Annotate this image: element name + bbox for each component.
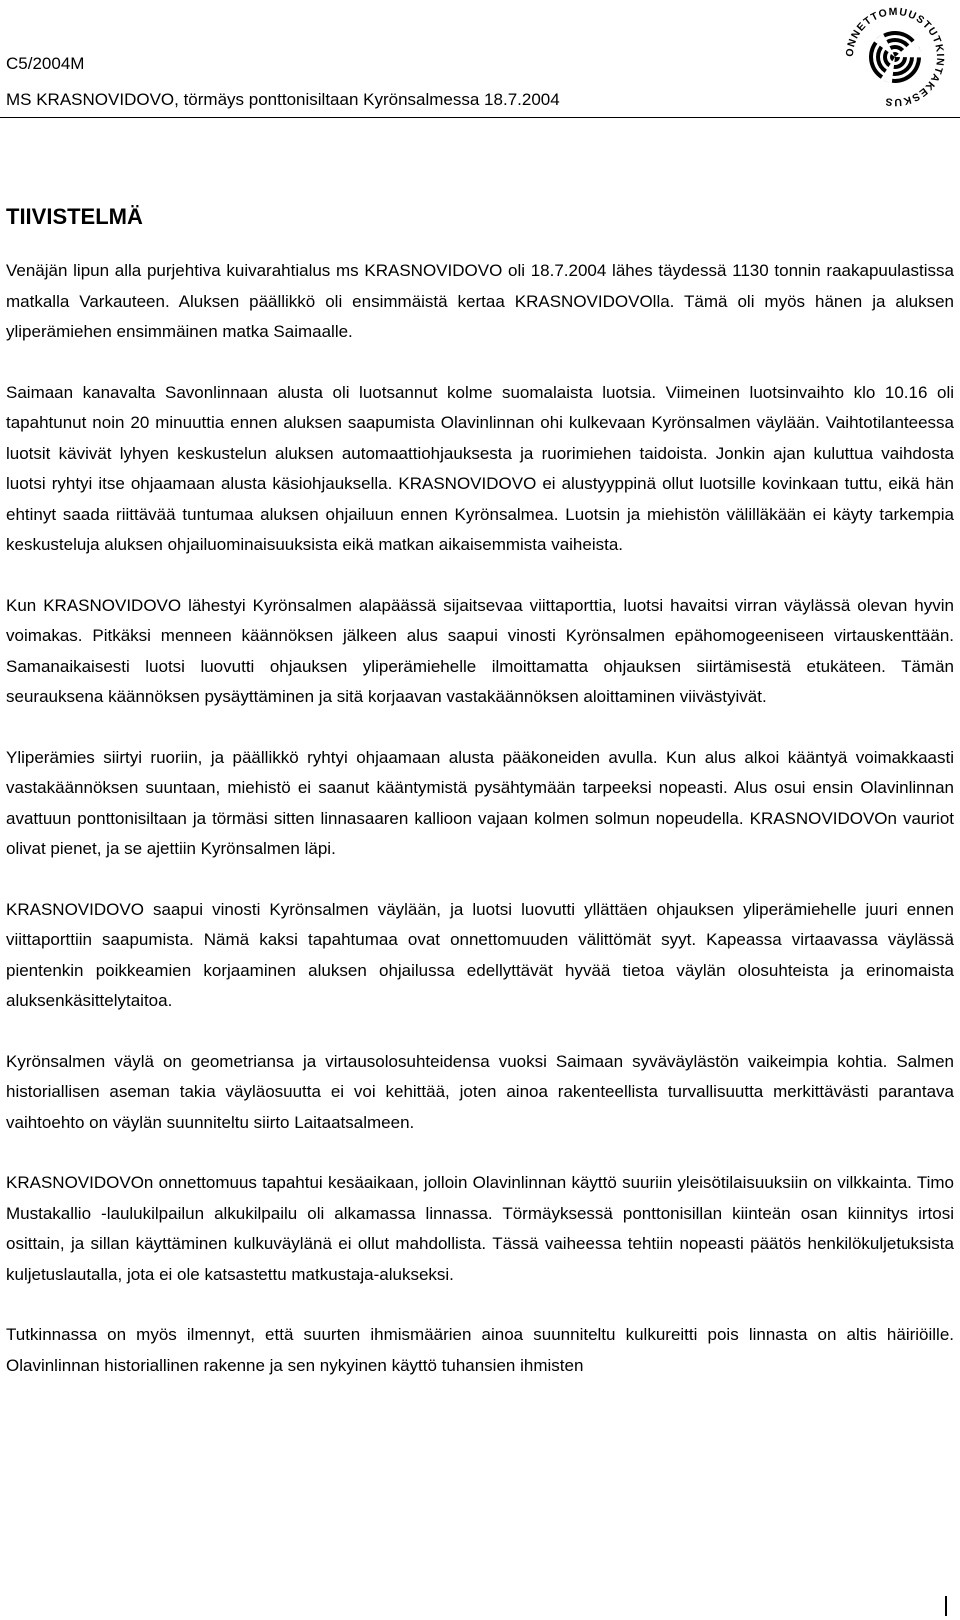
page-header bbox=[6, 46, 806, 118]
onnettomuustutkintakeskus-seal-icon bbox=[838, 0, 952, 114]
paragraph: Kyrönsalmen väylä on geometriansa ja virtausolosuhteidensa vuoksi Saimaan syväväylästön vaikeimpia kohtia. Salmen historiallisen aseman takia väyläosuutta ei voi kehittää, joten ainoa rakenteellista turvallisuutta merkittävästi parantava vaihtoehto on väylän suunniteltu siirto Laitaatsalmeen. bbox=[6, 1051, 954, 1132]
seal-text: ONNETTOMUUSTUTKINTAKESKUS bbox=[843, 5, 947, 109]
summary-body bbox=[6, 256, 954, 1411]
paragraph: KRASNOVIDOVO saapui vinosti Kyrönsalmen väylään, ja luotsi luovutti yllättäen ohjauksen yliperämiehelle juuri ennen viittaporttiin saapumista. Nämä kaksi tapahtumaa ovat onnettomuuden välittömät syyt. Kapeassa virtaavassa väylässä pientenkin poikkeamien korjaaminen aluksen ohjailussa edellyttävät hyvää tietoa väylän olosuhteista ja erinomaista aluksenkäsittelytaitoa. bbox=[6, 899, 954, 1010]
paragraph: Venäjän lipun alla purjehtiva kuivarahtialus ms KRASNOVIDOVO oli 18.7.2004 lähes täydessä 1130 tonnin raakapuulastissa matkalla Varkauteen. Aluksen päällikkö oli ensimmäistä kertaa KRASNOVIDOVOlla. Tämä oli myös hänen ja aluksen yliperämiehen ensimmäinen matka Saimaalle. bbox=[6, 261, 954, 341]
paragraph: Saimaan kanavalta Savonlinnaan alusta oli luotsannut kolme suomalaista luotsia. Viimeinen luotsinvaihto klo 10.16 oli tapahtunut noin 20 minuuttia ennen aluksen saapumista Olavinlinnan ohi kulkevaan Kyrönsalmen väylään. Vaihtotilanteessa luotsit kävivät lyhyen keskustelun aluksen automaattiohjauksesta ja ruorimiehen taidoista. Jonkin ajan kuluttua vaihdosta luotsi ryhtyi itse ohjaamaan alusta käsiohjauksella. KRASNOVIDOVO ei alustyyppinä ollut luotsille kovinkaan tuttu, eikä hän ehtinyt saada riittävää tuntumaa aluksen ohjailuun ennen Kyrönsalmea. Luotsin ja miehistön välilläkään ei käyty tarkempia keskusteluja aluksen ohjailuominaisuuksista eikä matkan aikaisemmista vaiheista. bbox=[6, 382, 954, 554]
paragraph: Kun KRASNOVIDOVO lähestyi Kyrönsalmen alapäässä sijaitsevaa viittaporttia, luotsi havaitsi virran väylässä olevan hyvin voimakas. Pitkäksi menneen käännöksen jälkeen alus saapui vinosti Kyrönsalmen epähomogeeniseen virtauskenttään. Samanaikaisesti luotsi luovutti ohjauksen yliperämiehelle ilmoittamatta ohjauksen siirtämisestä etukäteen. Tämän seurauksena käännöksen pysäyttäminen ja sitä korjaavan vastakäännöksen aloittaminen viivästyivät. bbox=[6, 595, 954, 706]
page-marker bbox=[945, 1596, 947, 1616]
report-id: C5/2004M bbox=[6, 54, 85, 73]
seal-center bbox=[869, 31, 923, 83]
section-title: TIIVISTELMÄ bbox=[6, 204, 143, 229]
paragraph: Tutkinnassa on myös ilmennyt, että suurten ihmismäärien ainoa suunniteltu kulkureitti pois linnasta on altis häiriöille. Olavinlinnan historiallinen rakenne ja sen nykyinen käyttö tuhansien ihmisten bbox=[6, 1325, 954, 1375]
paragraph: Yliperämies siirtyi ruoriin, ja päällikkö ryhtyi ohjaamaan alusta pääkoneiden avulla. Kun alus alkoi kääntyä voimakkaasti vastakäännöksen suuntaan, miehistö ei saanut kääntymistä pysähtymään tarpeeksi nopeasti. Alus osui ensin Olavinlinnan avattuun ponttonisiltaan ja törmäsi sitten linnasaaren kallioon vajaan kolmen solmun nopeudella. KRASNOVIDOVOn vauriot olivat pienet, ja se ajettiin Kyrönsalmen läpi. bbox=[6, 747, 954, 858]
report-subtitle: MS KRASNOVIDOVO, törmäys ponttonisiltaan Kyrönsalmessa 18.7.2004 bbox=[6, 90, 560, 109]
paragraph: KRASNOVIDOVOn onnettomuus tapahtui kesäaikaan, jolloin Olavinlinnan käyttö suuriin yleisötilaisuuksiin on vilkkainta. Timo Mustakallio -laulukilpailun alkukilpailu oli alkamassa linnassa. Törmäyksessä ponttonisillan kiinteän osan kiinnitys irtosi osittain, ja sillan käyttäminen kulkuväylänä ei ollut mahdollista. Tässä vaiheessa tehtiin nopeasti päätös henkilökuljetuksista kuljetuslautalla, jota ei ole katsastettu matkustaja-alukseksi. bbox=[6, 1173, 954, 1284]
seal-svg bbox=[838, 0, 952, 114]
header-divider bbox=[0, 117, 960, 118]
